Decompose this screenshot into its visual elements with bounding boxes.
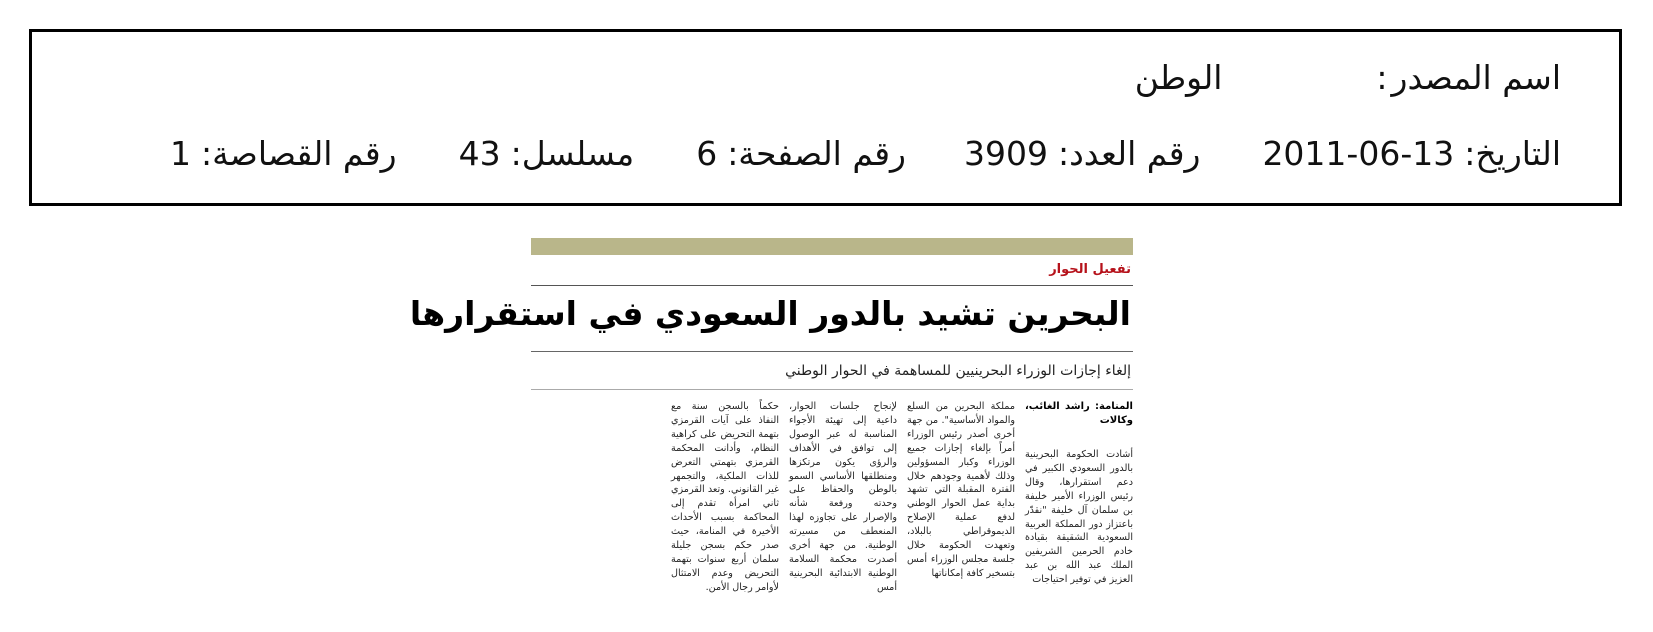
article-column-2	[907, 400, 1015, 581]
clip-value: 1	[170, 134, 191, 173]
divider	[531, 389, 1133, 390]
section-color-bar	[531, 238, 1133, 255]
source-line	[1135, 58, 1561, 98]
clip-label: رقم القصاصة:	[201, 134, 397, 173]
page-value: 6	[696, 134, 718, 173]
article-subheadline: إلغاء إجازات الوزراء البحرينيين للمساهمة في الحوار الوطني	[785, 363, 1131, 379]
date-value: 2011-06-13	[1262, 134, 1455, 173]
article-byline: المنامة: راشد الغائب، وكالات	[1025, 401, 1133, 426]
divider	[531, 351, 1133, 352]
source-value: الوطن	[1134, 58, 1223, 97]
article-column-1	[1025, 400, 1133, 587]
section-label: تفعيل الحوار	[1049, 262, 1131, 277]
source-metadata-box	[29, 29, 1622, 206]
details-line	[170, 134, 1561, 174]
page-label: رقم الصفحة:	[727, 134, 906, 173]
issue-field	[964, 134, 1200, 174]
article-column-3	[789, 400, 897, 595]
article-column-4	[671, 400, 779, 595]
issue-value: 3909	[964, 134, 1048, 173]
serial-value: 43	[458, 134, 501, 173]
date-label: التاريخ:	[1464, 134, 1561, 173]
source-label: اسم المصدر	[1391, 58, 1561, 97]
source-field	[1372, 58, 1561, 98]
issue-label: رقم العدد:	[1057, 134, 1201, 173]
newspaper-clipping	[409, 238, 1133, 597]
column-text: مملكة البحرين من السلع والمواد الأساسية". من جهة أخرى أصدر رئيس الوزراء أمراً بإلغاء إجازات جميع الوزراء وكبار المسؤولين وذلك لأهمية وجودهم خلال الفترة المقبلة التي تشهد بداية عمل الحوار الوطني لدفع عملية الإصلاح الديموقراطي بالبلاد، وتعهدت الحكومة خلال جلسة مجلس الوزراء أمس بتسخير كافة إمكاناتها	[907, 401, 1015, 579]
date-field	[1262, 134, 1561, 174]
clip-field	[170, 134, 397, 174]
serial-label: مسلسل:	[510, 134, 635, 173]
article-headline: البحرين تشيد بالدور السعودي في استقرارها	[409, 294, 1131, 333]
serial-field	[459, 134, 635, 174]
column-text: أشادت الحكومة البحرينية بالدور السعودي الكبير في دعم استقرارها، وقال رئيس الوزراء الأمير خليفة بن سلمان آل خليفة "نقدّر باعتزاز دور المملكة العربية السعودية الشقيقة بقيادة خادم الحرمين الشريفين الملك عبد الله بن عبد العزيز في توفير احتياجات	[1025, 449, 1133, 586]
column-text: حكماً بالسجن سنة مع النفاذ على آيات القرمزي بتهمة التحريض على كراهية النظام، وأدانت المحكمة القرمزي بتهمتي التعرض للذات الملكية، والتجمهر غير القانوني. وتعد القرمزي ثاني امرأة تقدم إلى المحاكمة بسبب الأحداث الأخيرة في المنامة، حيث صدر حكم بسجن جليلة سلمان أربع سنوات بتهمة التحريض وعدم الامتثال لأوامر رجال الأمن.	[671, 401, 779, 593]
divider	[531, 285, 1133, 286]
source-colon: :	[1376, 58, 1388, 97]
page-field	[696, 134, 906, 174]
column-text: لإنجاح جلسات الحوار، داعية إلى تهيئة الأجواء المناسبة له عبر الوصول إلى توافق في الأهداف والرؤى يكون مرتكزها ومنطلقها الأساسي السمو بالوطن والحفاظ على وحدته ورفعة شأنه والإصرار على تجاوزه لهذا المنعطف من مسيرته الوطنية. من جهة أخرى أصدرت محكمة السلامة الوطنية الابتدائية البحرينية أمس	[789, 401, 897, 593]
